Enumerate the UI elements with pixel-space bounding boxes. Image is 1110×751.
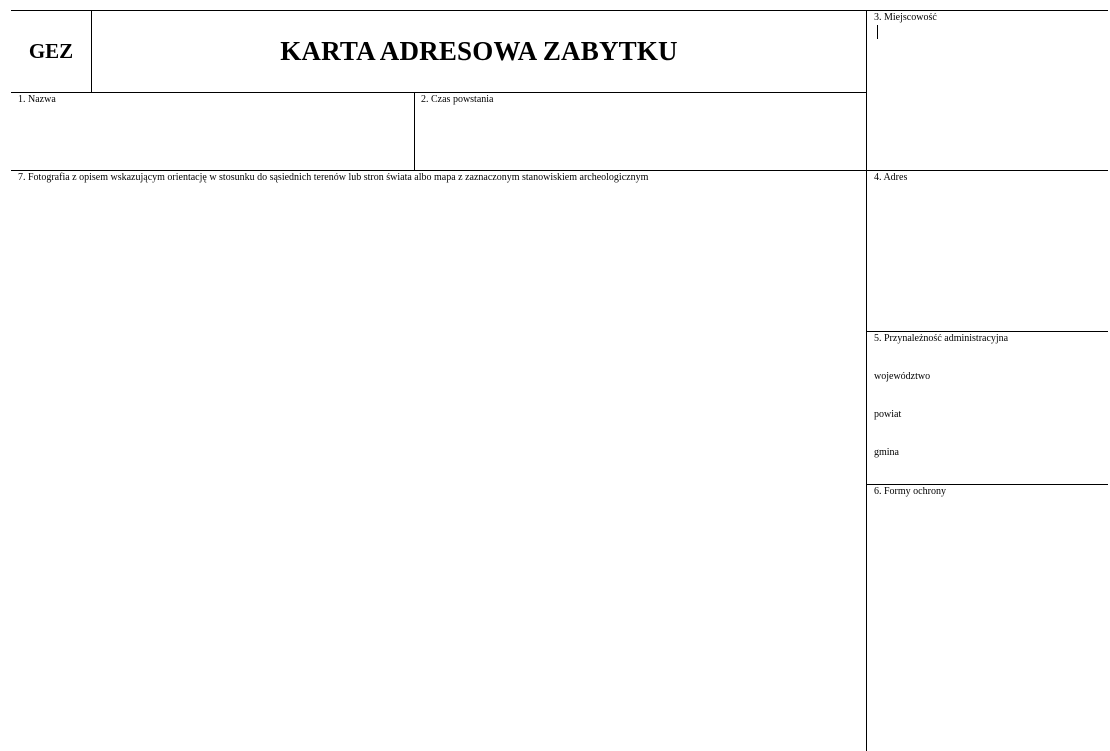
przynaleznosc-label: 5. Przynależność administracyjna xyxy=(874,333,1009,344)
formy-ochrony-field[interactable] xyxy=(867,485,1108,751)
miejscowosc-field[interactable] xyxy=(867,11,1108,170)
adres-field[interactable] xyxy=(867,171,1108,331)
czas-powstania-field[interactable] xyxy=(415,93,866,170)
czas-powstania-label: 2. Czas powstania xyxy=(421,94,494,105)
powiat-label[interactable]: powiat xyxy=(874,409,902,420)
nazwa-label: 1. Nazwa xyxy=(18,94,56,105)
miejscowosc-label: 3. Miejscowość xyxy=(874,12,937,23)
gmina-label[interactable]: gmina xyxy=(874,447,899,458)
fotografia-label: 7. Fotografia z opisem wskazującym orientację w stosunku do sąsiednich terenów lub stron świata albo mapa z zaznaczonym stanowiskiem archeologicznym xyxy=(18,172,649,183)
address-bottom-line xyxy=(866,331,1108,332)
fotografia-field[interactable] xyxy=(12,171,866,751)
page-title: KARTA ADRESOWA ZABYTKU xyxy=(280,36,678,66)
text-cursor xyxy=(877,25,878,39)
form-code: GEZ xyxy=(28,39,74,63)
adres-label: 4. Adres xyxy=(874,172,908,183)
formy-ochrony-label: 6. Formy ochrony xyxy=(874,486,946,497)
wojewodztwo-label[interactable]: województwo xyxy=(874,371,931,382)
nazwa-field[interactable] xyxy=(12,93,414,170)
